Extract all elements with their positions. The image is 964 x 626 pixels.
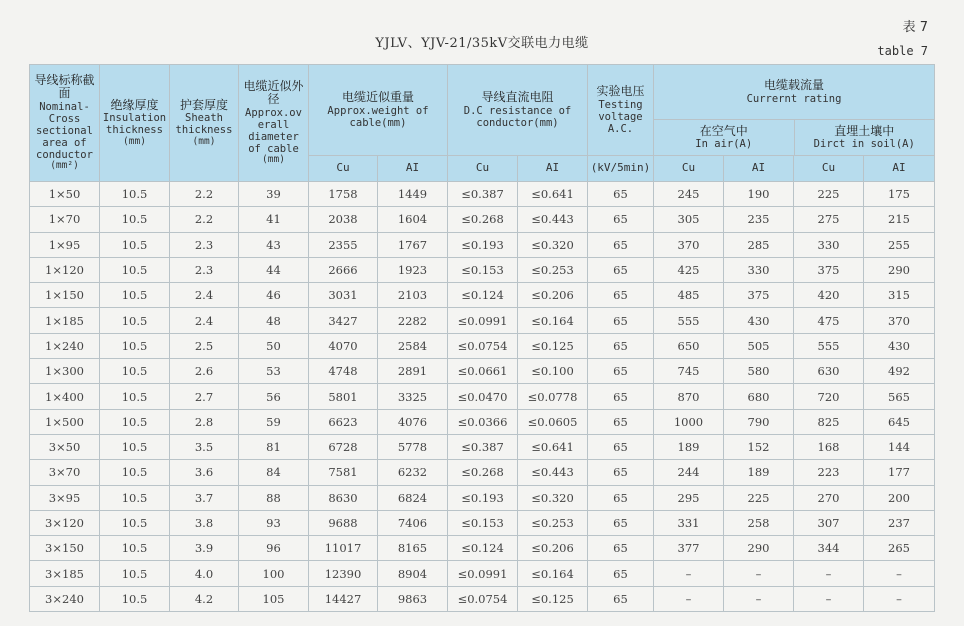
- cell-section: 3×150: [30, 536, 100, 561]
- cell-resistance-cu: ≤0.387: [448, 434, 518, 459]
- cell-resistance-al: ≤0.320: [518, 485, 588, 510]
- cell-air-al: 290: [724, 536, 794, 561]
- table-row: [30, 257, 935, 282]
- cell-weight-cu: 7581: [309, 460, 378, 485]
- cell-voltage: 65: [588, 586, 654, 611]
- cell-soil-cu: 307: [794, 510, 864, 535]
- cell-resistance-cu: ≤0.193: [448, 232, 518, 257]
- cell-weight-al: 1449: [378, 182, 448, 207]
- cell-weight-cu: 2666: [309, 257, 378, 282]
- cell-voltage: 65: [588, 434, 654, 459]
- cell-section: 1×150: [30, 283, 100, 308]
- header-insulation: 绝缘厚度 Insulation thickness (mm): [100, 65, 170, 182]
- cell-voltage: 65: [588, 536, 654, 561]
- cell-diameter: 59: [239, 409, 309, 434]
- cell-resistance-cu: ≤0.0470: [448, 384, 518, 409]
- cell-weight-cu: 4070: [309, 333, 378, 358]
- table-row: [30, 510, 935, 535]
- cell-weight-cu: 4748: [309, 359, 378, 384]
- cell-insulation: 10.5: [100, 586, 170, 611]
- cell-resistance-cu: ≤0.0991: [448, 308, 518, 333]
- cell-insulation: 10.5: [100, 510, 170, 535]
- cell-air-cu: 555: [654, 308, 724, 333]
- cell-air-cu: 1000: [654, 409, 724, 434]
- cell-sheath: 2.7: [170, 384, 239, 409]
- cell-weight-al: 7406: [378, 510, 448, 535]
- table-row: [30, 384, 935, 409]
- cell-air-cu: 650: [654, 333, 724, 358]
- cell-section: 3×120: [30, 510, 100, 535]
- cell-air-al: 375: [724, 283, 794, 308]
- table-row: [30, 409, 935, 434]
- cable-spec-table: [29, 64, 935, 612]
- cell-section: 3×240: [30, 586, 100, 611]
- header-soil-cu: Cu: [794, 156, 864, 182]
- cell-diameter: 43: [239, 232, 309, 257]
- cell-resistance-cu: ≤0.0366: [448, 409, 518, 434]
- cell-sheath: 2.2: [170, 207, 239, 232]
- cell-air-al: 580: [724, 359, 794, 384]
- cell-soil-cu: 225: [794, 182, 864, 207]
- cell-weight-al: 6824: [378, 485, 448, 510]
- cell-soil-al: 370: [864, 308, 935, 333]
- cell-resistance-al: ≤0.253: [518, 257, 588, 282]
- cell-section: 3×50: [30, 434, 100, 459]
- cell-air-al: –: [724, 561, 794, 586]
- header-diameter: 电缆近似外径 Approx.ov erall diameter of cable (mm): [239, 65, 309, 182]
- cell-section: 1×185: [30, 308, 100, 333]
- cell-section: 3×95: [30, 485, 100, 510]
- cell-weight-al: 1923: [378, 257, 448, 282]
- table-row: [30, 561, 935, 586]
- table-row: [30, 485, 935, 510]
- cell-resistance-al: ≤0.253: [518, 510, 588, 535]
- cell-air-cu: 331: [654, 510, 724, 535]
- header-voltage: 实验电压 Testing voltage A.C.: [588, 65, 654, 156]
- cell-soil-al: 177: [864, 460, 935, 485]
- cell-soil-cu: 475: [794, 308, 864, 333]
- cell-air-al: 790: [724, 409, 794, 434]
- cell-soil-al: 215: [864, 207, 935, 232]
- cell-diameter: 46: [239, 283, 309, 308]
- cell-weight-cu: 2355: [309, 232, 378, 257]
- cell-section: 1×50: [30, 182, 100, 207]
- cell-diameter: 39: [239, 182, 309, 207]
- cell-soil-al: 175: [864, 182, 935, 207]
- cell-weight-cu: 3031: [309, 283, 378, 308]
- table-row: [30, 333, 935, 358]
- cell-sheath: 2.3: [170, 257, 239, 282]
- table-row: [30, 359, 935, 384]
- cell-diameter: 41: [239, 207, 309, 232]
- cell-soil-cu: 223: [794, 460, 864, 485]
- cell-soil-al: 200: [864, 485, 935, 510]
- cell-soil-al: 430: [864, 333, 935, 358]
- cell-insulation: 10.5: [100, 333, 170, 358]
- cell-diameter: 88: [239, 485, 309, 510]
- cell-air-cu: 425: [654, 257, 724, 282]
- cell-voltage: 65: [588, 283, 654, 308]
- cell-sheath: 2.6: [170, 359, 239, 384]
- cell-sheath: 3.5: [170, 434, 239, 459]
- cell-soil-cu: 375: [794, 257, 864, 282]
- cell-diameter: 100: [239, 561, 309, 586]
- cell-weight-cu: 11017: [309, 536, 378, 561]
- cell-insulation: 10.5: [100, 561, 170, 586]
- cell-resistance-cu: ≤0.153: [448, 510, 518, 535]
- header-voltage-unit: (kV/5min): [588, 156, 654, 182]
- table-number-cn: 表 7: [902, 20, 928, 35]
- cell-section: 3×185: [30, 561, 100, 586]
- cell-air-cu: –: [654, 561, 724, 586]
- cell-insulation: 10.5: [100, 308, 170, 333]
- cell-resistance-cu: ≤0.193: [448, 485, 518, 510]
- table-row: [30, 232, 935, 257]
- cell-resistance-cu: ≤0.387: [448, 182, 518, 207]
- header-weight-al: AI: [378, 156, 448, 182]
- cell-section: 1×500: [30, 409, 100, 434]
- cell-sheath: 3.6: [170, 460, 239, 485]
- header-resistance-cu: Cu: [448, 156, 518, 182]
- cell-insulation: 10.5: [100, 182, 170, 207]
- header-air-cu: Cu: [654, 156, 724, 182]
- header-in-soil: 直埋土壤中 Dirct in soil(A): [813, 123, 915, 151]
- cell-air-al: 430: [724, 308, 794, 333]
- cell-air-al: 152: [724, 434, 794, 459]
- cell-soil-al: 645: [864, 409, 935, 434]
- table-row: [30, 460, 935, 485]
- cell-voltage: 65: [588, 359, 654, 384]
- cell-soil-cu: 720: [794, 384, 864, 409]
- header-in-air: 在空气中 In air(A): [654, 120, 795, 155]
- cell-weight-cu: 14427: [309, 586, 378, 611]
- cell-air-cu: –: [654, 586, 724, 611]
- cell-sheath: 4.0: [170, 561, 239, 586]
- cell-weight-al: 8165: [378, 536, 448, 561]
- header-weight: 电缆近似重量 Approx.weight of cable(mm): [309, 65, 448, 156]
- cell-weight-al: 5778: [378, 434, 448, 459]
- header-soil-al: AI: [864, 156, 935, 182]
- table-row: [30, 434, 935, 459]
- cell-soil-cu: –: [794, 586, 864, 611]
- cell-weight-al: 1767: [378, 232, 448, 257]
- cell-resistance-al: ≤0.443: [518, 460, 588, 485]
- header-resistance-al: AI: [518, 156, 588, 182]
- cell-sheath: 3.8: [170, 510, 239, 535]
- table-row: [30, 207, 935, 232]
- cell-section: 1×300: [30, 359, 100, 384]
- cell-air-cu: 870: [654, 384, 724, 409]
- cell-voltage: 65: [588, 485, 654, 510]
- cell-air-al: 285: [724, 232, 794, 257]
- cell-voltage: 65: [588, 232, 654, 257]
- cell-air-cu: 245: [654, 182, 724, 207]
- cell-soil-cu: 270: [794, 485, 864, 510]
- cell-soil-al: –: [864, 561, 935, 586]
- header-weight-cu: Cu: [309, 156, 378, 182]
- cell-diameter: 48: [239, 308, 309, 333]
- header-section: 导线标称截面 Nominal-Cross sectional area of conductor (mm²): [30, 65, 100, 182]
- cell-weight-al: 2584: [378, 333, 448, 358]
- cell-sheath: 3.7: [170, 485, 239, 510]
- cell-air-al: 189: [724, 460, 794, 485]
- table-body: [30, 182, 935, 612]
- cell-sheath: 2.3: [170, 232, 239, 257]
- cell-voltage: 65: [588, 460, 654, 485]
- table-number-en: table 7: [877, 44, 928, 58]
- cell-voltage: 65: [588, 182, 654, 207]
- cell-air-cu: 745: [654, 359, 724, 384]
- cell-air-cu: 485: [654, 283, 724, 308]
- cell-diameter: 44: [239, 257, 309, 282]
- cell-sheath: 2.8: [170, 409, 239, 434]
- cell-resistance-al: ≤0.100: [518, 359, 588, 384]
- cell-voltage: 65: [588, 308, 654, 333]
- cell-resistance-al: ≤0.206: [518, 283, 588, 308]
- cell-diameter: 105: [239, 586, 309, 611]
- cell-sheath: 2.2: [170, 182, 239, 207]
- table-row: [30, 586, 935, 611]
- cell-soil-cu: 344: [794, 536, 864, 561]
- cell-insulation: 10.5: [100, 409, 170, 434]
- cell-resistance-cu: ≤0.268: [448, 460, 518, 485]
- cell-weight-al: 2103: [378, 283, 448, 308]
- cell-soil-cu: 420: [794, 283, 864, 308]
- cell-insulation: 10.5: [100, 485, 170, 510]
- cell-diameter: 56: [239, 384, 309, 409]
- cell-weight-cu: 3427: [309, 308, 378, 333]
- cell-insulation: 10.5: [100, 359, 170, 384]
- cell-resistance-al: ≤0.125: [518, 333, 588, 358]
- cell-soil-cu: 330: [794, 232, 864, 257]
- cell-voltage: 65: [588, 207, 654, 232]
- cell-diameter: 96: [239, 536, 309, 561]
- cell-soil-cu: 555: [794, 333, 864, 358]
- cell-soil-cu: 825: [794, 409, 864, 434]
- cell-weight-al: 2891: [378, 359, 448, 384]
- cell-soil-al: 565: [864, 384, 935, 409]
- cell-sheath: 2.5: [170, 333, 239, 358]
- cell-resistance-al: ≤0.164: [518, 561, 588, 586]
- cell-air-cu: 377: [654, 536, 724, 561]
- cell-voltage: 65: [588, 333, 654, 358]
- cell-resistance-al: ≤0.164: [518, 308, 588, 333]
- cell-air-cu: 244: [654, 460, 724, 485]
- cell-section: 1×240: [30, 333, 100, 358]
- cell-resistance-cu: ≤0.124: [448, 536, 518, 561]
- cell-weight-cu: 2038: [309, 207, 378, 232]
- cell-voltage: 65: [588, 257, 654, 282]
- table-row: [30, 536, 935, 561]
- cell-section: 1×120: [30, 257, 100, 282]
- cell-resistance-al: ≤0.206: [518, 536, 588, 561]
- cell-diameter: 84: [239, 460, 309, 485]
- cell-soil-al: 265: [864, 536, 935, 561]
- cell-insulation: 10.5: [100, 232, 170, 257]
- cell-resistance-cu: ≤0.124: [448, 283, 518, 308]
- cell-soil-al: 144: [864, 434, 935, 459]
- cell-weight-al: 1604: [378, 207, 448, 232]
- cell-resistance-al: ≤0.320: [518, 232, 588, 257]
- cell-section: 3×70: [30, 460, 100, 485]
- cell-resistance-al: ≤0.641: [518, 434, 588, 459]
- cell-soil-cu: 275: [794, 207, 864, 232]
- cell-air-al: 680: [724, 384, 794, 409]
- cell-resistance-al: ≤0.443: [518, 207, 588, 232]
- table-header: [30, 65, 935, 182]
- cell-air-al: 235: [724, 207, 794, 232]
- cell-air-al: 505: [724, 333, 794, 358]
- cell-air-al: 258: [724, 510, 794, 535]
- cell-weight-al: 4076: [378, 409, 448, 434]
- cell-insulation: 10.5: [100, 460, 170, 485]
- cell-insulation: 10.5: [100, 536, 170, 561]
- cell-weight-al: 9863: [378, 586, 448, 611]
- table-row: [30, 283, 935, 308]
- cell-weight-cu: 6623: [309, 409, 378, 434]
- header-current: 电缆载流量 Currernt rating: [654, 65, 934, 120]
- cell-weight-cu: 9688: [309, 510, 378, 535]
- cell-voltage: 65: [588, 561, 654, 586]
- cell-resistance-cu: ≤0.0754: [448, 586, 518, 611]
- cell-diameter: 93: [239, 510, 309, 535]
- cell-resistance-cu: ≤0.268: [448, 207, 518, 232]
- cell-air-cu: 370: [654, 232, 724, 257]
- table-row: [30, 308, 935, 333]
- cell-soil-cu: –: [794, 561, 864, 586]
- table-title: YJLV、YJV-21/35kV交联电力电缆: [375, 36, 589, 51]
- cell-voltage: 65: [588, 510, 654, 535]
- cell-voltage: 65: [588, 384, 654, 409]
- cell-insulation: 10.5: [100, 257, 170, 282]
- cell-soil-al: 237: [864, 510, 935, 535]
- cell-section: 1×70: [30, 207, 100, 232]
- cell-voltage: 65: [588, 409, 654, 434]
- cell-air-al: –: [724, 586, 794, 611]
- cell-soil-al: –: [864, 586, 935, 611]
- cell-resistance-cu: ≤0.153: [448, 257, 518, 282]
- cell-weight-cu: 1758: [309, 182, 378, 207]
- cell-weight-cu: 12390: [309, 561, 378, 586]
- cell-diameter: 50: [239, 333, 309, 358]
- cell-sheath: 4.2: [170, 586, 239, 611]
- cell-insulation: 10.5: [100, 207, 170, 232]
- cell-weight-cu: 8630: [309, 485, 378, 510]
- cell-soil-cu: 168: [794, 434, 864, 459]
- header-sheath: 护套厚度 Sheath thickness (mm): [170, 65, 239, 182]
- cell-resistance-al: ≤0.641: [518, 182, 588, 207]
- cell-air-al: 190: [724, 182, 794, 207]
- cell-diameter: 53: [239, 359, 309, 384]
- cell-weight-al: 6232: [378, 460, 448, 485]
- cell-sheath: 2.4: [170, 308, 239, 333]
- cell-air-al: 330: [724, 257, 794, 282]
- cell-air-cu: 305: [654, 207, 724, 232]
- cell-weight-al: 2282: [378, 308, 448, 333]
- cell-sheath: 3.9: [170, 536, 239, 561]
- cell-resistance-cu: ≤0.0991: [448, 561, 518, 586]
- cell-resistance-al: ≤0.125: [518, 586, 588, 611]
- cell-diameter: 81: [239, 434, 309, 459]
- cell-air-cu: 295: [654, 485, 724, 510]
- cell-soil-cu: 630: [794, 359, 864, 384]
- header-resistance: 导线直流电阻 D.C resistance of conductor(mm): [448, 65, 588, 156]
- cell-sheath: 2.4: [170, 283, 239, 308]
- cell-soil-al: 290: [864, 257, 935, 282]
- cell-resistance-cu: ≤0.0754: [448, 333, 518, 358]
- cell-resistance-al: ≤0.0778: [518, 384, 588, 409]
- cell-weight-al: 3325: [378, 384, 448, 409]
- cell-section: 1×400: [30, 384, 100, 409]
- table-row: [30, 182, 935, 207]
- cell-resistance-cu: ≤0.0661: [448, 359, 518, 384]
- cell-air-al: 225: [724, 485, 794, 510]
- cell-weight-cu: 6728: [309, 434, 378, 459]
- cell-weight-cu: 5801: [309, 384, 378, 409]
- cell-insulation: 10.5: [100, 384, 170, 409]
- cell-insulation: 10.5: [100, 283, 170, 308]
- cell-resistance-al: ≤0.0605: [518, 409, 588, 434]
- cell-insulation: 10.5: [100, 434, 170, 459]
- cell-soil-al: 315: [864, 283, 935, 308]
- cell-weight-al: 8904: [378, 561, 448, 586]
- cell-soil-al: 492: [864, 359, 935, 384]
- cell-soil-al: 255: [864, 232, 935, 257]
- header-air-al: AI: [724, 156, 794, 182]
- cell-air-cu: 189: [654, 434, 724, 459]
- cell-section: 1×95: [30, 232, 100, 257]
